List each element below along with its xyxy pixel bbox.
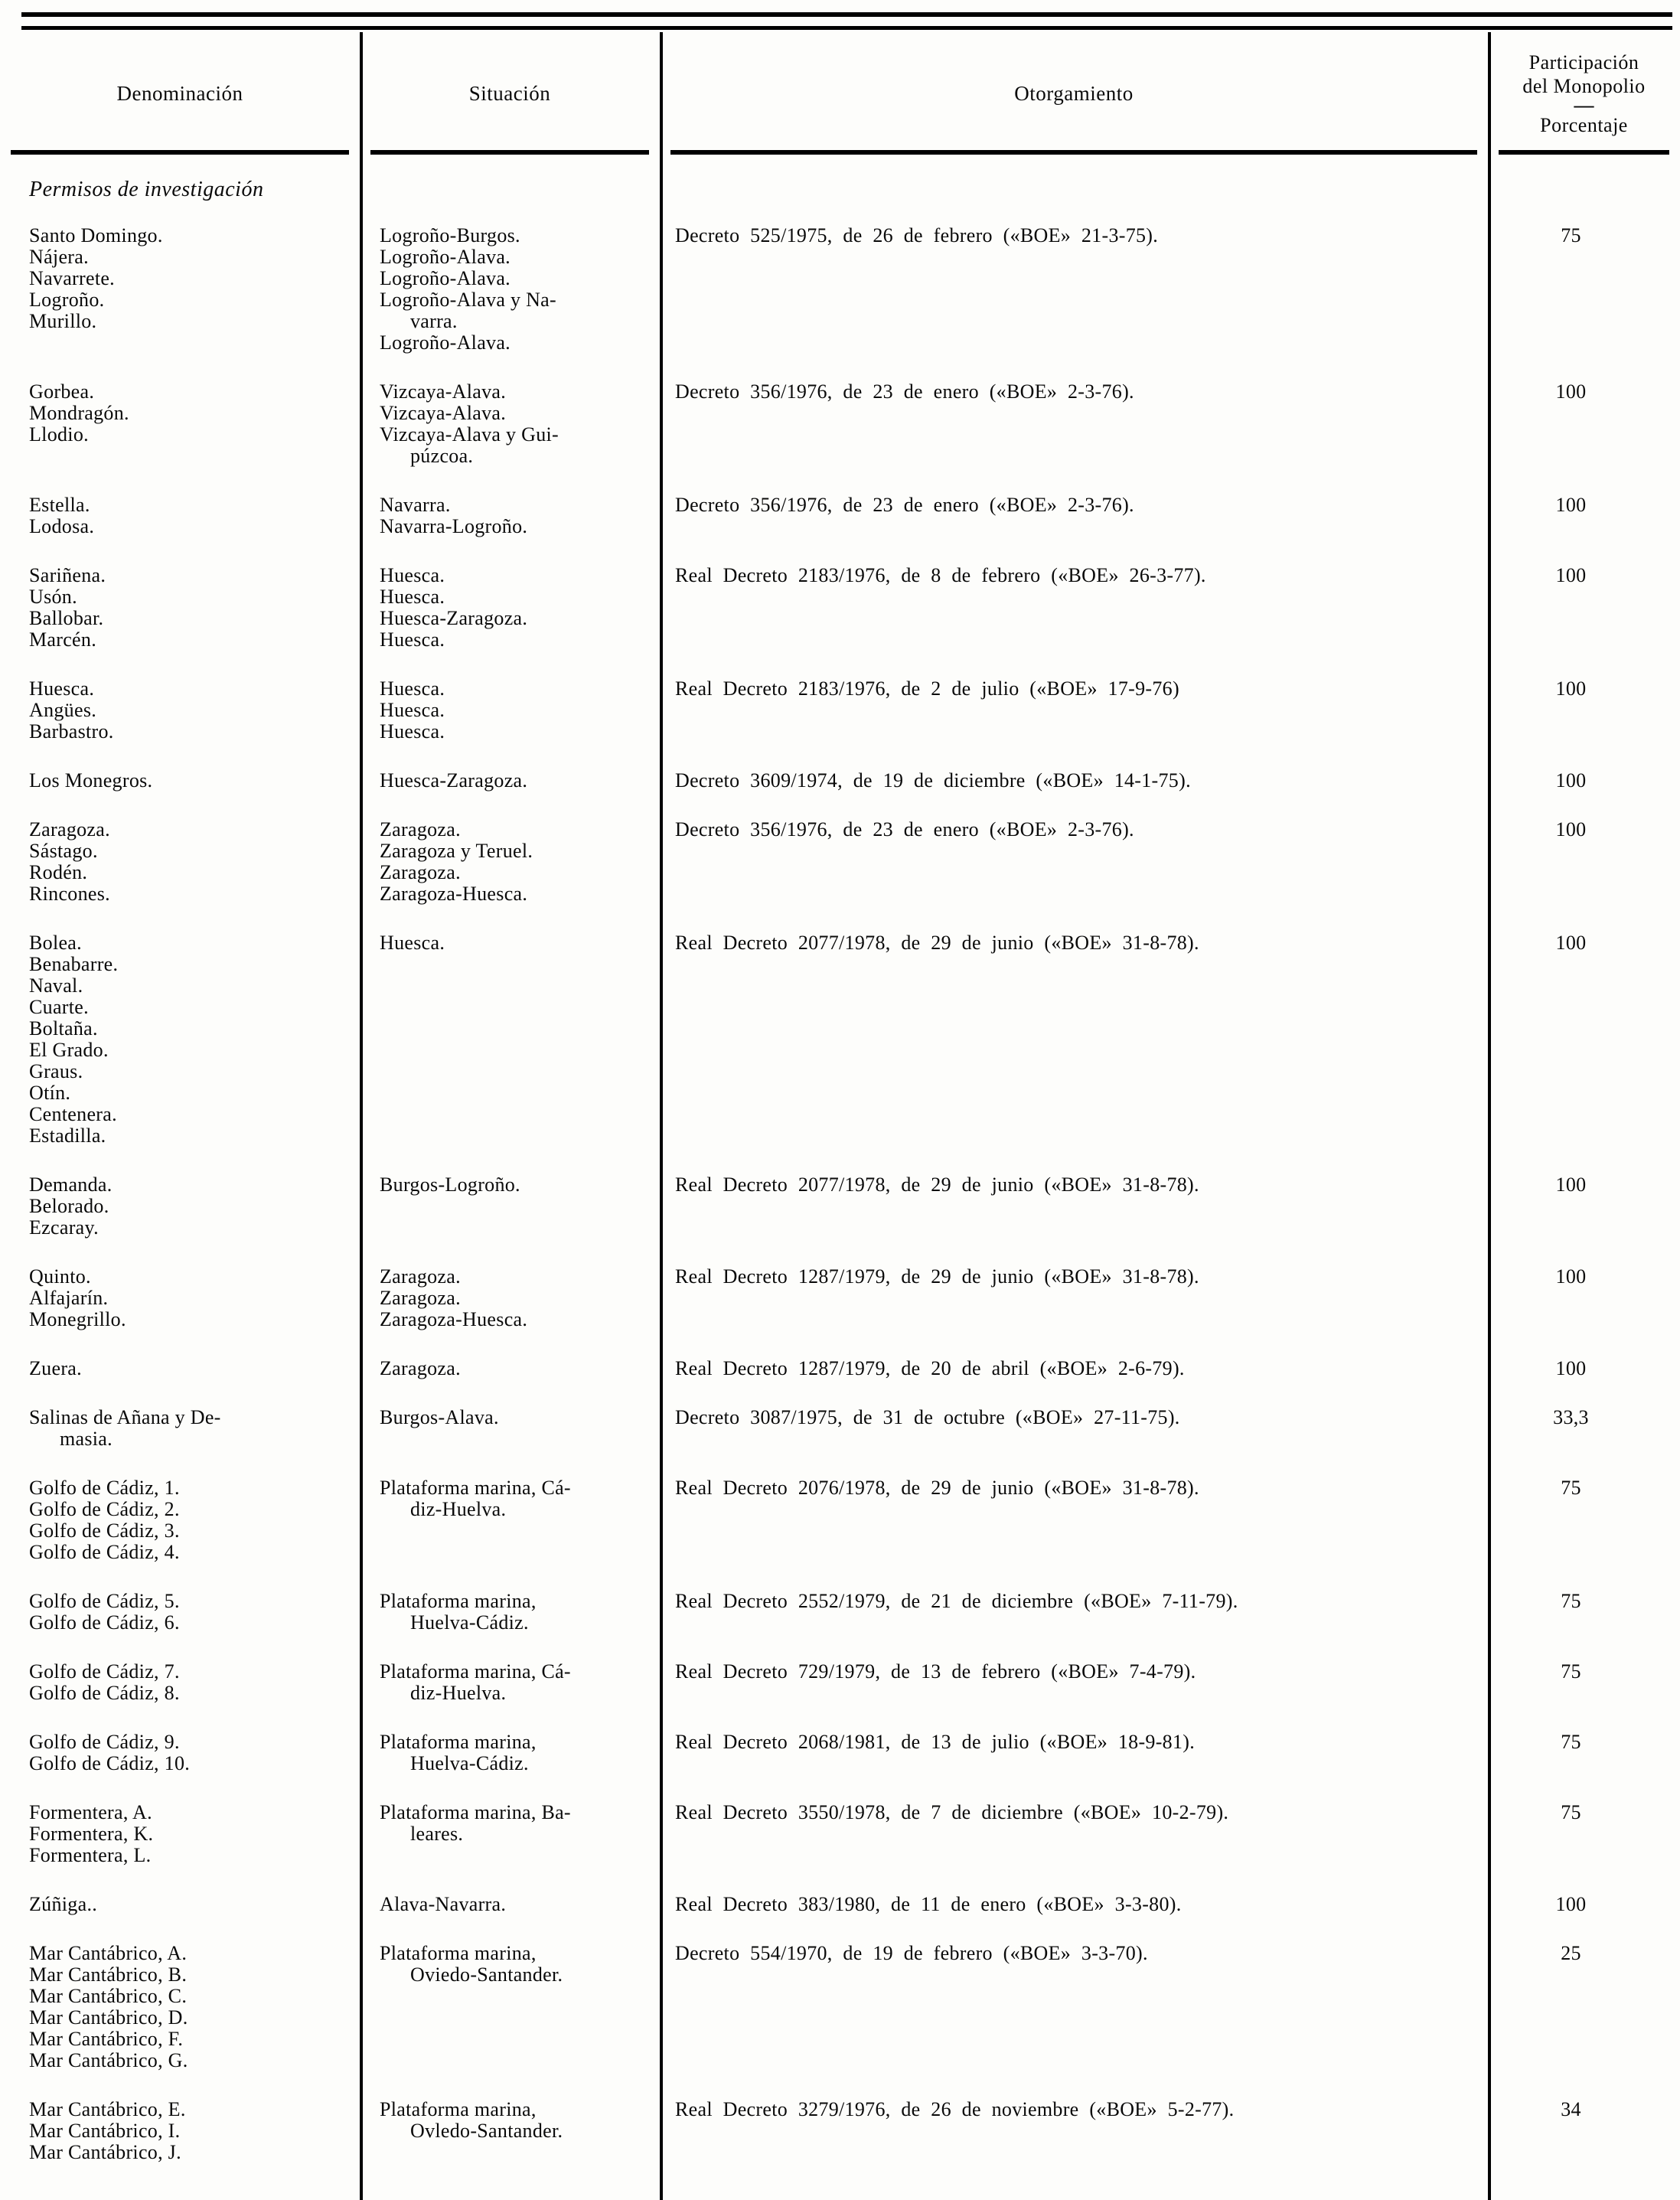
cell-line: Plataforma marina,: [380, 1942, 537, 1964]
grant-decree-cell: [660, 1358, 1488, 1379]
situation-cell: [360, 565, 660, 651]
grant-decree-cell: [660, 495, 1488, 537]
cell-line: Mar Cantábrico, C.: [29, 1985, 188, 2007]
cell-line: Naval.: [29, 974, 83, 997]
cell-line: Santo Domingo.: [29, 224, 163, 246]
cell-line: Golfo de Cádiz, 7.: [29, 1660, 180, 1683]
cell-line: Huesca.: [380, 932, 445, 954]
column-header-situacion: [360, 32, 660, 155]
cell-line: Zaragoza.: [29, 818, 110, 841]
cell-line: Zaragoza.: [380, 861, 461, 883]
cell-line: Plataforma marina,: [380, 2098, 537, 2120]
denomination-cell: [0, 1358, 360, 1379]
cell-line: Barbastro.: [29, 720, 114, 743]
cell-line: Golfo de Cádiz, 1.: [29, 1477, 180, 1499]
cell-line: Burgos-Alava.: [380, 1406, 499, 1428]
cell-line: Otín.: [29, 1082, 71, 1104]
column-header-participacion: [1488, 32, 1680, 155]
cell-line: varra.: [410, 310, 458, 332]
cell-line: Angües.: [29, 699, 97, 721]
cell-line: Zaragoza.: [380, 1287, 461, 1309]
denomination-cell: [0, 565, 360, 651]
cell-line: diz-Huelva.: [410, 1498, 507, 1520]
cell-line: Golfo de Cádiz, 6.: [29, 1611, 180, 1634]
monopoly-percentage: 100: [1555, 818, 1587, 841]
cell-line: leares.: [410, 1823, 464, 1845]
cell-line: Real Decreto 729/1979, de 13 de febrero («BOE» 7-4-79).: [675, 1660, 1196, 1683]
monopoly-percentage: 100: [1555, 564, 1587, 586]
cell-line: El Grado.: [29, 1039, 109, 1061]
denomination-cell: [0, 2099, 360, 2163]
denomination-cell: [0, 495, 360, 537]
cell-line: Mar Cantábrico, F.: [29, 2028, 184, 2050]
cell-line: Boltaña.: [29, 1017, 98, 1040]
cell-line: Golfo de Cádiz, 3.: [29, 1519, 180, 1542]
grant-decree-cell: [660, 819, 1488, 905]
cell-line: Zaragoza-Huesca.: [380, 883, 528, 905]
denomination-cell: [0, 381, 360, 467]
header-dash: —: [1574, 93, 1594, 116]
grant-decree-cell: [660, 381, 1488, 467]
denomination-cell: [0, 225, 360, 354]
grant-decree-cell: [660, 1174, 1488, 1239]
cell-line: Mar Cantábrico, J.: [29, 2141, 181, 2163]
cell-line: Huesca.: [380, 677, 445, 700]
cell-line: Huesca.: [380, 699, 445, 721]
cell-line: Belorado.: [29, 1195, 109, 1217]
situation-cell: [360, 770, 660, 792]
monopoly-percentage: 100: [1555, 1357, 1587, 1379]
cell-line: Sariñena.: [29, 564, 106, 586]
denomination-cell: [0, 1266, 360, 1330]
cell-line: Graus.: [29, 1060, 83, 1082]
situation-cell: [360, 495, 660, 537]
cell-line: Real Decreto 2077/1978, de 29 de junio («BOE» 31-8-78).: [675, 932, 1199, 954]
header-underline: [1499, 150, 1669, 155]
cell-line: Golfo de Cádiz, 2.: [29, 1498, 180, 1520]
cell-line: Golfo de Cádiz, 8.: [29, 1682, 180, 1704]
denomination-cell: [0, 1174, 360, 1239]
cell-line: Decreto 356/1976, de 23 de enero («BOE» 2-3-76).: [675, 818, 1134, 841]
cell-line: Navarra-Logroño.: [380, 515, 528, 537]
cell-line: Zaragoza y Teruel.: [380, 840, 533, 862]
cell-line: Logroño-Alava.: [380, 331, 511, 354]
cell-line: Decreto 554/1970, de 19 de febrero («BOE» 3-3-70).: [675, 1942, 1148, 1964]
denomination-cell: [0, 932, 360, 1147]
monopoly-percentage: 100: [1555, 1173, 1587, 1196]
cell-line: Decreto 3087/1975, de 31 de octubre («BOE» 27-11-75).: [675, 1406, 1180, 1428]
cell-line: Alfajarín.: [29, 1287, 109, 1309]
cell-line: Golfo de Cádiz, 5.: [29, 1590, 180, 1612]
cell-line: Logroño-Burgos.: [380, 224, 520, 246]
monopoly-percentage: 75: [1561, 1477, 1581, 1499]
situation-cell: [360, 1358, 660, 1379]
cell-line: Real Decreto 1287/1979, de 29 de junio («BOE» 31-8-78).: [675, 1265, 1199, 1288]
cell-line: Formentera, L.: [29, 1844, 152, 1866]
cell-line: Zaragoza.: [380, 818, 461, 841]
cell-line: Marcén.: [29, 628, 96, 651]
cell-line: Mar Cantábrico, A.: [29, 1942, 188, 1964]
cell-line: Decreto 356/1976, de 23 de enero («BOE» 2-3-76).: [675, 494, 1134, 516]
cell-line: Mar Cantábrico, G.: [29, 2049, 188, 2071]
cell-line: Rodén.: [29, 861, 88, 883]
situation-cell: [360, 381, 660, 467]
denomination-cell: [0, 678, 360, 743]
cell-line: Plataforma marina, Cá-: [380, 1477, 571, 1499]
cell-line: Estella.: [29, 494, 90, 516]
cell-line: Plataforma marina,: [380, 1731, 537, 1753]
cell-line: Mondragón.: [29, 402, 129, 424]
denomination-cell: [0, 1661, 360, 1704]
grant-decree-cell: [660, 1407, 1488, 1450]
cell-line: Huesca-Zaragoza.: [380, 607, 528, 629]
cell-line: Vizcaya-Alava.: [380, 380, 507, 403]
monopoly-percentage: 75: [1561, 1801, 1581, 1823]
denomination-cell: [0, 770, 360, 792]
cell-line: Huesca.: [380, 628, 445, 651]
situation-cell: [360, 1266, 660, 1330]
grant-decree-cell: [660, 932, 1488, 1147]
denomination-cell: [0, 1802, 360, 1866]
cell-line: diz-Huelva.: [410, 1682, 507, 1704]
cell-line: Demanda.: [29, 1173, 113, 1196]
monopoly-percentage: 100: [1555, 1893, 1587, 1915]
grant-decree-cell: [660, 678, 1488, 743]
situation-cell: [360, 1591, 660, 1634]
grant-decree-cell: [660, 1894, 1488, 1915]
cell-line: Benabarre.: [29, 953, 119, 975]
monopoly-percentage: 34: [1561, 2098, 1581, 2120]
denomination-cell: [0, 1732, 360, 1774]
cell-line: Murillo.: [29, 310, 97, 332]
cell-line: Plataforma marina, Ba-: [380, 1801, 571, 1823]
cell-line: Golfo de Cádiz, 4.: [29, 1541, 180, 1563]
denomination-cell: [0, 819, 360, 905]
cell-line: Bolea.: [29, 932, 82, 954]
monopoly-percentage: 33,3: [1553, 1406, 1589, 1428]
grant-decree-cell: [660, 1802, 1488, 1866]
column-header-label-line: Participación: [1528, 51, 1639, 73]
situation-cell: [360, 819, 660, 905]
situation-cell: [360, 1477, 660, 1563]
cell-line: Real Decreto 3550/1978, de 7 de diciembre («BOE» 10-2-79).: [675, 1801, 1229, 1823]
cell-line: Logroño-Alava.: [380, 267, 511, 289]
cell-line: Vizcaya-Alava.: [380, 402, 507, 424]
cell-line: Formentera, K.: [29, 1823, 154, 1845]
situation-cell: [360, 1732, 660, 1774]
cell-line: Real Decreto 2183/1976, de 2 de julio («BOE» 17-9-76): [675, 677, 1179, 700]
grant-decree-cell: [660, 770, 1488, 792]
situation-cell: [360, 1802, 660, 1866]
cell-line: Nájera.: [29, 246, 89, 268]
situation-cell: [360, 1174, 660, 1239]
cell-line: Real Decreto 2076/1978, de 29 de junio («BOE» 31-8-78).: [675, 1477, 1199, 1499]
monopoly-percentage: 100: [1555, 677, 1587, 700]
cell-line: Mar Cantábrico, B.: [29, 1963, 188, 1986]
cell-line: Zaragoza.: [380, 1357, 461, 1379]
cell-line: Real Decreto 383/1980, de 11 de enero («BOE» 3-3-80).: [675, 1893, 1182, 1915]
monopoly-percentage: 75: [1561, 1660, 1581, 1683]
section-title-permisos: Permisos de investigación: [29, 178, 264, 201]
cell-line: Mar Cantábrico, D.: [29, 2006, 188, 2029]
cell-line: Real Decreto 2183/1976, de 8 de febrero («BOE» 26-3-77).: [675, 564, 1206, 586]
column-header-label-line: Porcentaje: [1540, 113, 1628, 136]
cell-line: Huelva-Cádiz.: [410, 1611, 529, 1634]
cell-line: Huesca.: [380, 564, 445, 586]
monopoly-percentage: 100: [1555, 1265, 1587, 1288]
cell-line: Llodio.: [29, 423, 89, 446]
situation-cell: [360, 1894, 660, 1915]
cell-line: Monegrillo.: [29, 1308, 126, 1330]
situation-cell: [360, 1407, 660, 1450]
column-header-denominacion: [0, 32, 360, 155]
column-header-label: Denominación: [116, 81, 243, 105]
cell-line: Mar Cantábrico, E.: [29, 2098, 186, 2120]
grant-decree-cell: [660, 1661, 1488, 1704]
monopoly-percentage: 75: [1561, 1731, 1581, 1753]
monopoly-percentage: 100: [1555, 769, 1587, 792]
cell-line: Golfo de Cádiz, 9.: [29, 1731, 180, 1753]
header-underline: [670, 150, 1477, 155]
cell-line: Alava-Navarra.: [380, 1893, 507, 1915]
column-header-label: Situación: [468, 81, 551, 105]
cell-line: Decreto 356/1976, de 23 de enero («BOE» 2-3-76).: [675, 380, 1134, 403]
denomination-cell: [0, 1477, 360, 1563]
monopoly-percentage: 75: [1561, 1590, 1581, 1612]
situation-cell: [360, 2099, 660, 2163]
cell-line: Huesca.: [29, 677, 95, 700]
cell-line: Huelva-Cádiz.: [410, 1752, 529, 1774]
situation-cell: [360, 1661, 660, 1704]
grant-decree-cell: [660, 1591, 1488, 1634]
cell-line: Zúñiga..: [29, 1893, 98, 1915]
monopoly-percentage: 75: [1561, 224, 1581, 246]
monopoly-percentage: 100: [1555, 380, 1587, 403]
column-header-label: Otorgamiento: [1014, 81, 1134, 105]
cell-line: Logroño-Alava y Na-: [380, 289, 556, 311]
cell-line: Plataforma marina,: [380, 1590, 537, 1612]
cell-line: Real Decreto 3279/1976, de 26 de noviembre («BOE» 5-2-77).: [675, 2098, 1235, 2120]
cell-line: Decreto 525/1975, de 26 de febrero («BOE» 21-3-75).: [675, 224, 1159, 246]
cell-line: Zaragoza-Huesca.: [380, 1308, 528, 1330]
cell-line: Real Decreto 2077/1978, de 29 de junio («BOE» 31-8-78).: [675, 1173, 1199, 1196]
cell-line: Plataforma marina, Cá-: [380, 1660, 571, 1683]
cell-line: Logroño-Alava.: [380, 246, 511, 268]
cell-line: Ovledo-Santander.: [410, 2120, 563, 2142]
cell-line: Real Decreto 2552/1979, de 21 de diciembre («BOE» 7-11-79).: [675, 1590, 1238, 1612]
cell-line: Logroño.: [29, 289, 105, 311]
monopoly-percentage: 100: [1555, 932, 1587, 954]
cell-line: Navarra.: [380, 494, 451, 516]
cell-line: Huesca-Zaragoza.: [380, 769, 528, 792]
cell-line: Real Decreto 2068/1981, de 13 de julio («BOE» 18-9-81).: [675, 1731, 1196, 1753]
column-header-label-line: del Monopolio: [1522, 74, 1646, 97]
cell-line: Golfo de Cádiz, 10.: [29, 1752, 191, 1774]
cell-line: Sástago.: [29, 840, 98, 862]
denomination-cell: [0, 1407, 360, 1450]
monopoly-percentage: 100: [1555, 494, 1587, 516]
grant-decree-cell: [660, 1266, 1488, 1330]
grant-decree-cell: [660, 1943, 1488, 2071]
cell-line: Zuera.: [29, 1357, 82, 1379]
top-double-rule: [21, 12, 1672, 30]
situation-cell: [360, 678, 660, 743]
cell-line: Mar Cantábrico, I.: [29, 2120, 181, 2142]
grant-decree-cell: [660, 225, 1488, 354]
cell-line: Los Monegros.: [29, 769, 153, 792]
grant-decree-cell: [660, 2099, 1488, 2163]
cell-line: Lodosa.: [29, 515, 95, 537]
grant-decree-cell: [660, 565, 1488, 651]
cell-line: Gorbea.: [29, 380, 95, 403]
cell-line: Zaragoza.: [380, 1265, 461, 1288]
header-underline: [11, 150, 349, 155]
grant-decree-cell: [660, 1732, 1488, 1774]
cell-line: púzcoa.: [410, 445, 474, 467]
cell-line: Ezcaray.: [29, 1216, 99, 1239]
monopoly-percentage: 25: [1561, 1942, 1581, 1964]
grant-decree-cell: [660, 1477, 1488, 1563]
column-header-otorgamiento: [660, 32, 1488, 155]
header-underline: [370, 150, 649, 155]
cell-line: Vizcaya-Alava y Gui-: [380, 423, 559, 446]
cell-line: Centenera.: [29, 1103, 117, 1125]
cell-line: Rincones.: [29, 883, 110, 905]
cell-line: Huesca.: [380, 720, 445, 743]
cell-line: Oviedo-Santander.: [410, 1963, 563, 1986]
cell-line: Estadilla.: [29, 1124, 106, 1147]
situation-cell: [360, 932, 660, 1147]
cell-line: masia.: [60, 1428, 113, 1450]
situation-cell: [360, 225, 660, 354]
cell-line: Navarrete.: [29, 267, 115, 289]
cell-line: Real Decreto 1287/1979, de 20 de abril («BOE» 2-6-79).: [675, 1357, 1185, 1379]
cell-line: Huesca.: [380, 586, 445, 608]
permits-table: [0, 32, 1680, 2191]
situation-cell: [360, 1943, 660, 2071]
cell-line: Formentera, A.: [29, 1801, 152, 1823]
cell-line: Salinas de Añana y De-: [29, 1406, 221, 1428]
cell-line: Ballobar.: [29, 607, 104, 629]
cell-line: Burgos-Logroño.: [380, 1173, 520, 1196]
cell-line: Quinto.: [29, 1265, 91, 1288]
denomination-cell: [0, 1943, 360, 2071]
cell-line: Decreto 3609/1974, de 19 de diciembre («BOE» 14-1-75).: [675, 769, 1191, 792]
denomination-cell: [0, 1894, 360, 1915]
denomination-cell: [0, 1591, 360, 1634]
cell-line: Cuarte.: [29, 996, 89, 1018]
cell-line: Usón.: [29, 586, 77, 608]
